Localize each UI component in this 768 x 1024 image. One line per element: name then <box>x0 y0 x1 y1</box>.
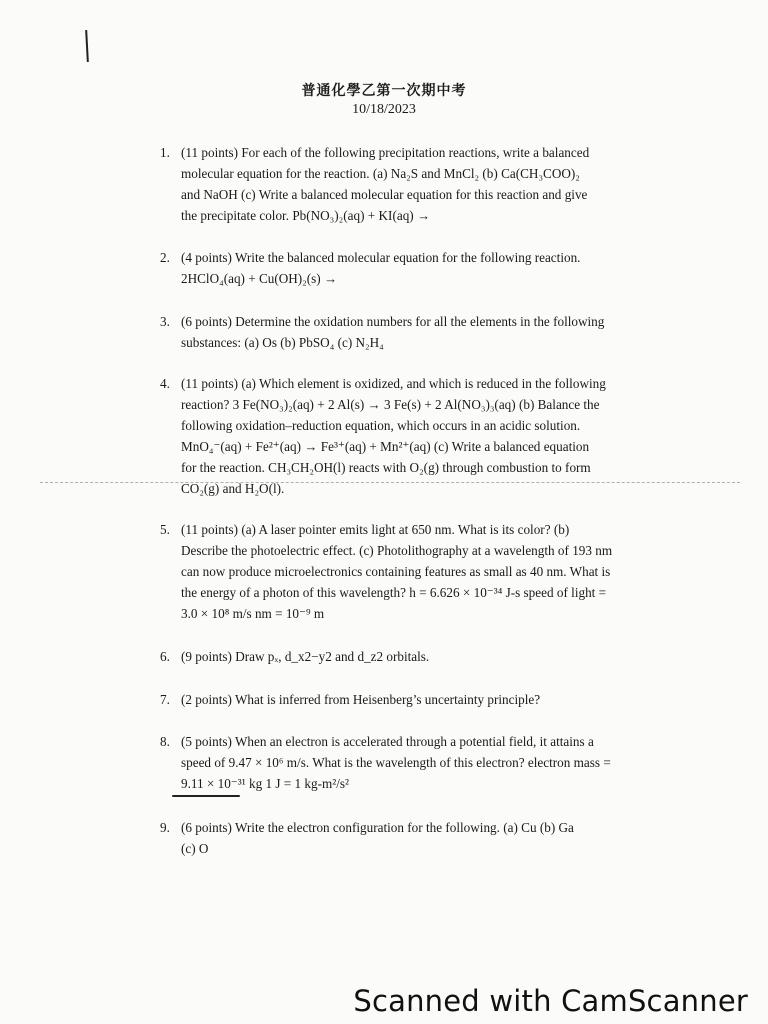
question-3 <box>160 311 630 353</box>
question-line: the precipitate color. Pb(NO₃)₂(aq) + KI(aq) → <box>181 208 431 223</box>
question-line: 3.0 × 10⁸ m/s nm = 10⁻⁹ m <box>181 606 325 621</box>
question-line: following oxidation–reduction equation, which occurs in an acidic solution. <box>181 418 581 433</box>
question-line: substances: (a) Os (b) PbSO₄ (c) N₂H₄ <box>181 335 384 350</box>
question-2 <box>160 247 630 289</box>
question-line: for the reaction. CH₃CH₂OH(l) reacts with O₂(g) through combustion to form <box>181 460 591 475</box>
question-5 <box>160 519 630 624</box>
question-line: speed of 9.47 × 10⁶ m/s. What is the wavelength of this electron? electron mass = <box>181 755 611 770</box>
question-line: CO₂(g) and H₂O(l). <box>181 481 285 496</box>
question-line: (5 points) When an electron is accelerated through a potential field, it attains a <box>181 734 594 749</box>
question-line: 9.11 × 10⁻³¹ kg 1 J = 1 kg-m²/s² <box>181 776 349 791</box>
handwritten-underline <box>172 795 240 797</box>
question-number: 5. <box>160 522 170 537</box>
question-line: (11 points) For each of the following precipitation reactions, write a balanced <box>181 145 590 160</box>
question-number: 1. <box>160 145 170 160</box>
question-line: (11 points) (a) A laser pointer emits light at 650 nm. What is its color? (b) <box>181 522 570 537</box>
exam-date: 10/18/2023 <box>352 102 416 117</box>
question-number: 3. <box>160 314 170 329</box>
camscanner-watermark: Scanned with CamScanner <box>353 984 748 1018</box>
question-line: 2HClO₄(aq) + Cu(OH)₂(s) → <box>181 271 338 286</box>
question-number: 6. <box>160 649 170 664</box>
question-line: Describe the photoelectric effect. (c) Photolithography at a wavelength of 193 nm <box>181 543 613 558</box>
question-number: 2. <box>160 250 170 265</box>
question-number: 9. <box>160 820 170 835</box>
question-number: 7. <box>160 692 170 707</box>
question-line: MnO₄⁻(aq) + Fe²⁺(aq) → Fe³⁺(aq) + Mn²⁺(aq) (c) Write a balanced equation <box>181 439 590 454</box>
question-line: the energy of a photon of this wavelength? h = 6.626 × 10⁻³⁴ J-s speed of light = <box>181 585 607 600</box>
question-6 <box>160 646 630 667</box>
question-line: (6 points) Write the electron configuration for the following. (a) Cu (b) Ga <box>181 820 574 835</box>
question-line: (4 points) Write the balanced molecular equation for the following reaction. <box>181 250 581 265</box>
scan-mark <box>85 30 89 62</box>
question-1 <box>160 142 630 226</box>
question-line: (6 points) Determine the oxidation numbers for all the elements in the following <box>181 314 605 329</box>
question-line: molecular equation for the reaction. (a) Na₂S and MnCl₂ (b) Ca(CH₃COO)₂ <box>181 166 580 181</box>
question-7 <box>160 689 630 710</box>
question-8 <box>160 731 630 794</box>
question-line: (11 points) (a) Which element is oxidized, and which is reduced in the following <box>181 376 606 391</box>
question-9 <box>160 817 630 859</box>
question-number: 8. <box>160 734 170 749</box>
question-line: (2 points) What is inferred from Heisenberg’s uncertainty principle? <box>181 692 541 707</box>
question-line: can now produce microelectronics containing features as small as 40 nm. What is <box>181 564 611 579</box>
question-number: 4. <box>160 376 170 391</box>
question-4 <box>160 373 630 499</box>
question-line: (c) O <box>181 841 209 856</box>
question-line: (9 points) Draw pₓ, d_x2−y2 and d_z2 orbitals. <box>181 649 430 664</box>
question-line: reaction? 3 Fe(NO₃)₂(aq) + 2 Al(s) → 3 Fe(s) + 2 Al(NO₃)₃(aq) (b) Balance the <box>181 397 600 412</box>
exam-title: 普通化學乙第一次期中考 <box>301 84 467 99</box>
question-line: and NaOH (c) Write a balanced molecular equation for this reaction and give <box>181 187 588 202</box>
